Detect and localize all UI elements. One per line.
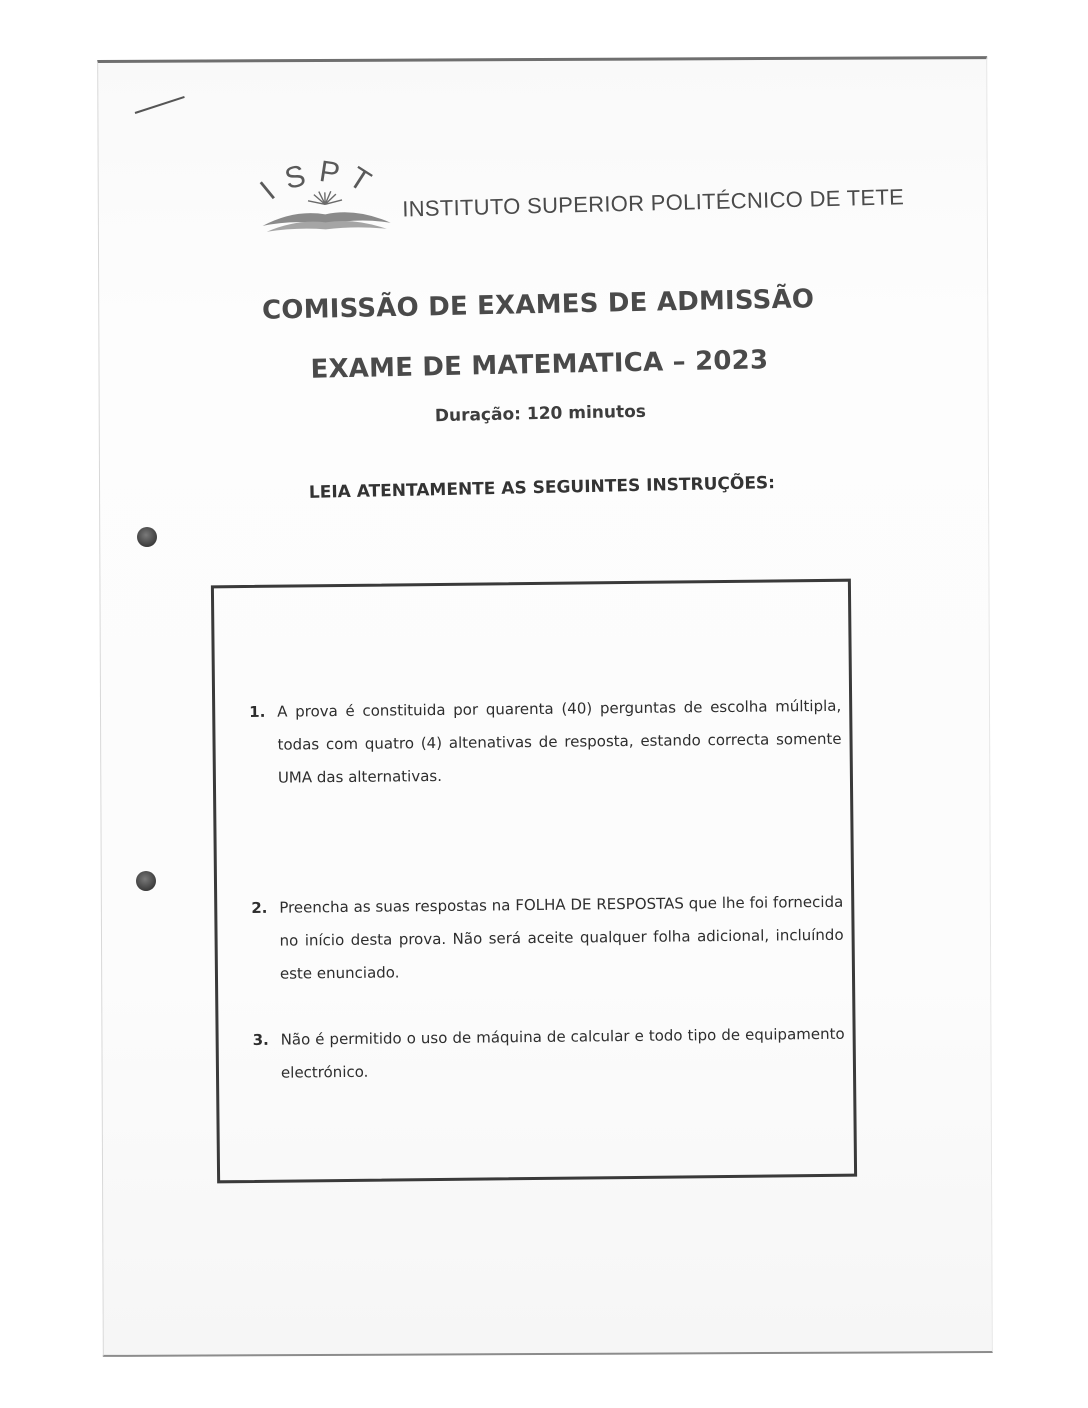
svg-text:S: S bbox=[281, 159, 309, 196]
instruction-number: 2. bbox=[251, 898, 268, 917]
exam-title: EXAME DE MATEMATICA – 2023 bbox=[310, 345, 769, 385]
svg-text:I: I bbox=[254, 175, 282, 207]
committee-title: COMISSÃO DE EXAMES DE ADMISSÃO bbox=[261, 284, 815, 326]
instruction-item bbox=[252, 1018, 845, 1090]
title-block bbox=[228, 284, 852, 505]
open-book-with-sunrays-logo-icon bbox=[254, 154, 394, 238]
svg-text:T: T bbox=[343, 160, 377, 199]
svg-text:P: P bbox=[317, 154, 342, 191]
instructions-box bbox=[211, 579, 857, 1184]
document-header bbox=[254, 145, 905, 240]
institute-name: INSTITUTO SUPERIOR POLITÉCNICO DE TETE bbox=[401, 184, 905, 222]
instructions-heading: LEIA ATENTAMENTE AS SEGUINTES INSTRUÇÕES: bbox=[308, 473, 776, 503]
punch-hole-icon bbox=[136, 871, 156, 891]
instruction-item bbox=[251, 886, 844, 991]
punch-hole-icon bbox=[137, 527, 157, 547]
instruction-item bbox=[249, 690, 842, 795]
instruction-number: 1. bbox=[249, 702, 266, 721]
instruction-number: 3. bbox=[252, 1030, 269, 1049]
instruction-text: Não é permitido o uso de máquina de calcular e todo tipo de equipamento electrónico. bbox=[280, 1024, 845, 1082]
instructions-list bbox=[249, 690, 845, 1082]
instruction-text: A prova é constituida por quarenta (40) perguntas de escolha múltipla, todas com quatro (4) altenativas de resposta, estando correcta somente UMA das alternativas. bbox=[277, 696, 842, 787]
exam-duration: Duração: 120 minutos bbox=[434, 401, 647, 427]
instruction-text: Preencha as suas respostas na FOLHA DE RESPOSTAS que lhe foi fornecida no início desta prova. Não será aceite qualquer folha adicional, incluíndo este enunciado. bbox=[279, 892, 844, 983]
